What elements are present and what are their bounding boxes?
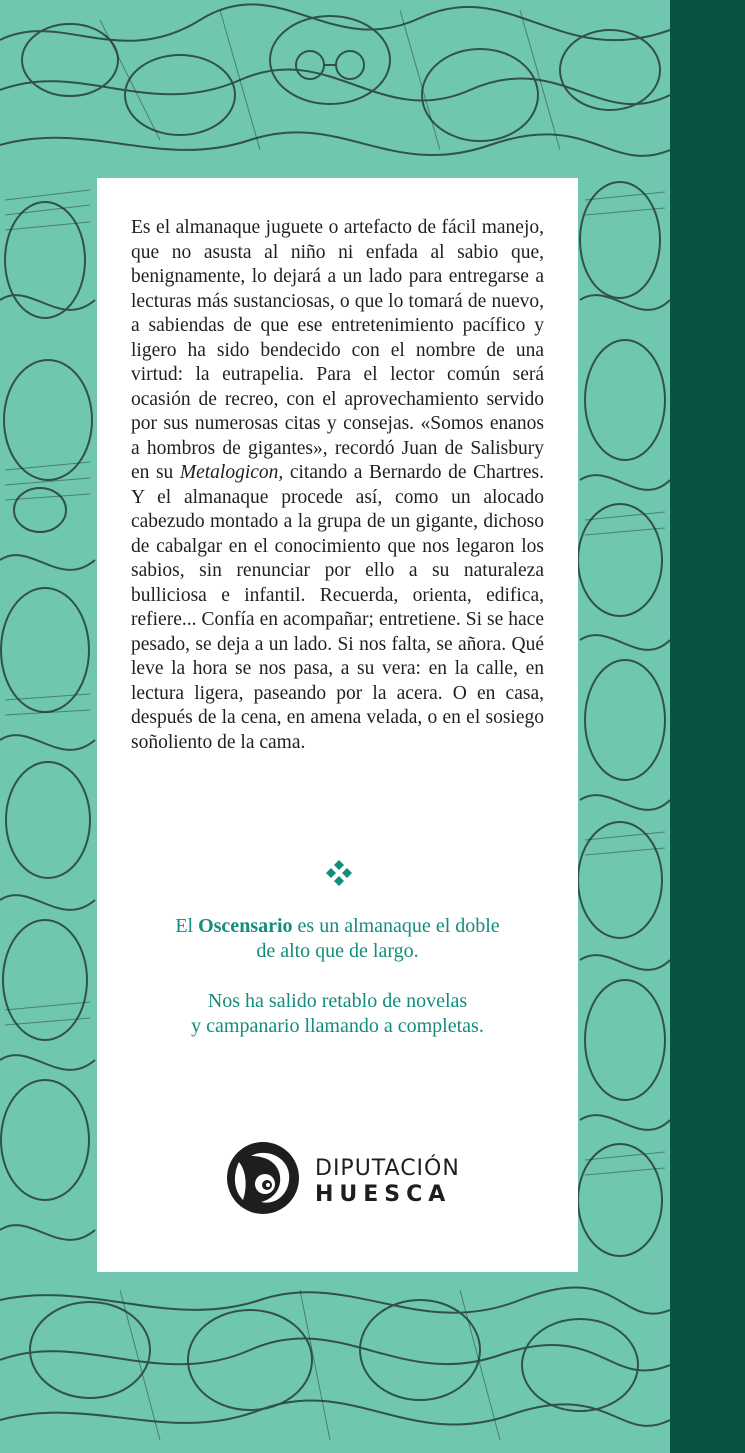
promo-line3: Nos ha salido retablo de novelas: [207, 990, 468, 1012]
promo-paragraph-1: [97, 914, 578, 964]
description-paragraph: [131, 216, 544, 755]
book-spine: [670, 0, 745, 1453]
logo-text-diputacion: DIPUTACIÓN: [315, 1156, 460, 1181]
promo-line2: de alto que de largo.: [256, 940, 419, 962]
promo-paragraph-2: [97, 989, 578, 1039]
diputacion-huesca-emblem-icon: [225, 1140, 301, 1216]
four-diamond-fleuron-icon: [324, 858, 354, 888]
promo-line4: y campanario llamando a completas.: [191, 1015, 484, 1037]
oscensario-title: Oscensario: [198, 915, 293, 937]
promo-line1-prefix: El: [175, 915, 199, 937]
description-part-1: Es el almanaque juguete o artefacto de fácil manejo, que no asusta al niño ni enfada al sabio que, benignamente, lo dejará a un lado para entregarse a lecturas más sustanciosas, o que lo tomará de nuevo, a sabiendas de que ese entretenimiento pacífico y ligero ha sido bendecido con el nombre de una virtud: la eutrapelia. Para el lector común será ocasión de recreo, con el aprovechamiento servido por sus numerosas citas y consejas. «Somos enanos a hombros de gigantes», recordó Juan de Salisbury en su: [131, 217, 544, 483]
diputacion-huesca-logo: [225, 1140, 465, 1216]
logo-text-huesca: HUESCA: [315, 1182, 452, 1207]
back-cover-text-panel: [97, 178, 578, 1272]
metalogicon-title: Metalogicon,: [179, 462, 284, 483]
promo-line1-suffix: es un almanaque el doble: [292, 915, 500, 937]
description-part-2: citando a Bernardo de Chartres. Y el almanaque procede así, como un alocado cabezudo montado a la grupa de un gigante, dichoso de cabalgar en el conocimiento que nos legaron los sabios, sin renunciar por ello a su naturaleza bulliciosa e infantil. Recuerda, orienta, edifica, refiere... Confía en acompañar; entretiene. Si se hace pesado, se deja a un lado. Si nos falta, se añora. Qué leve la hora se nos pasa, a su vera: en la calle, en lectura ligera, paseando por la acera. O en casa, después de la cena, en amena velada, o en el sosiego soñoliento de la cama.: [131, 462, 544, 753]
